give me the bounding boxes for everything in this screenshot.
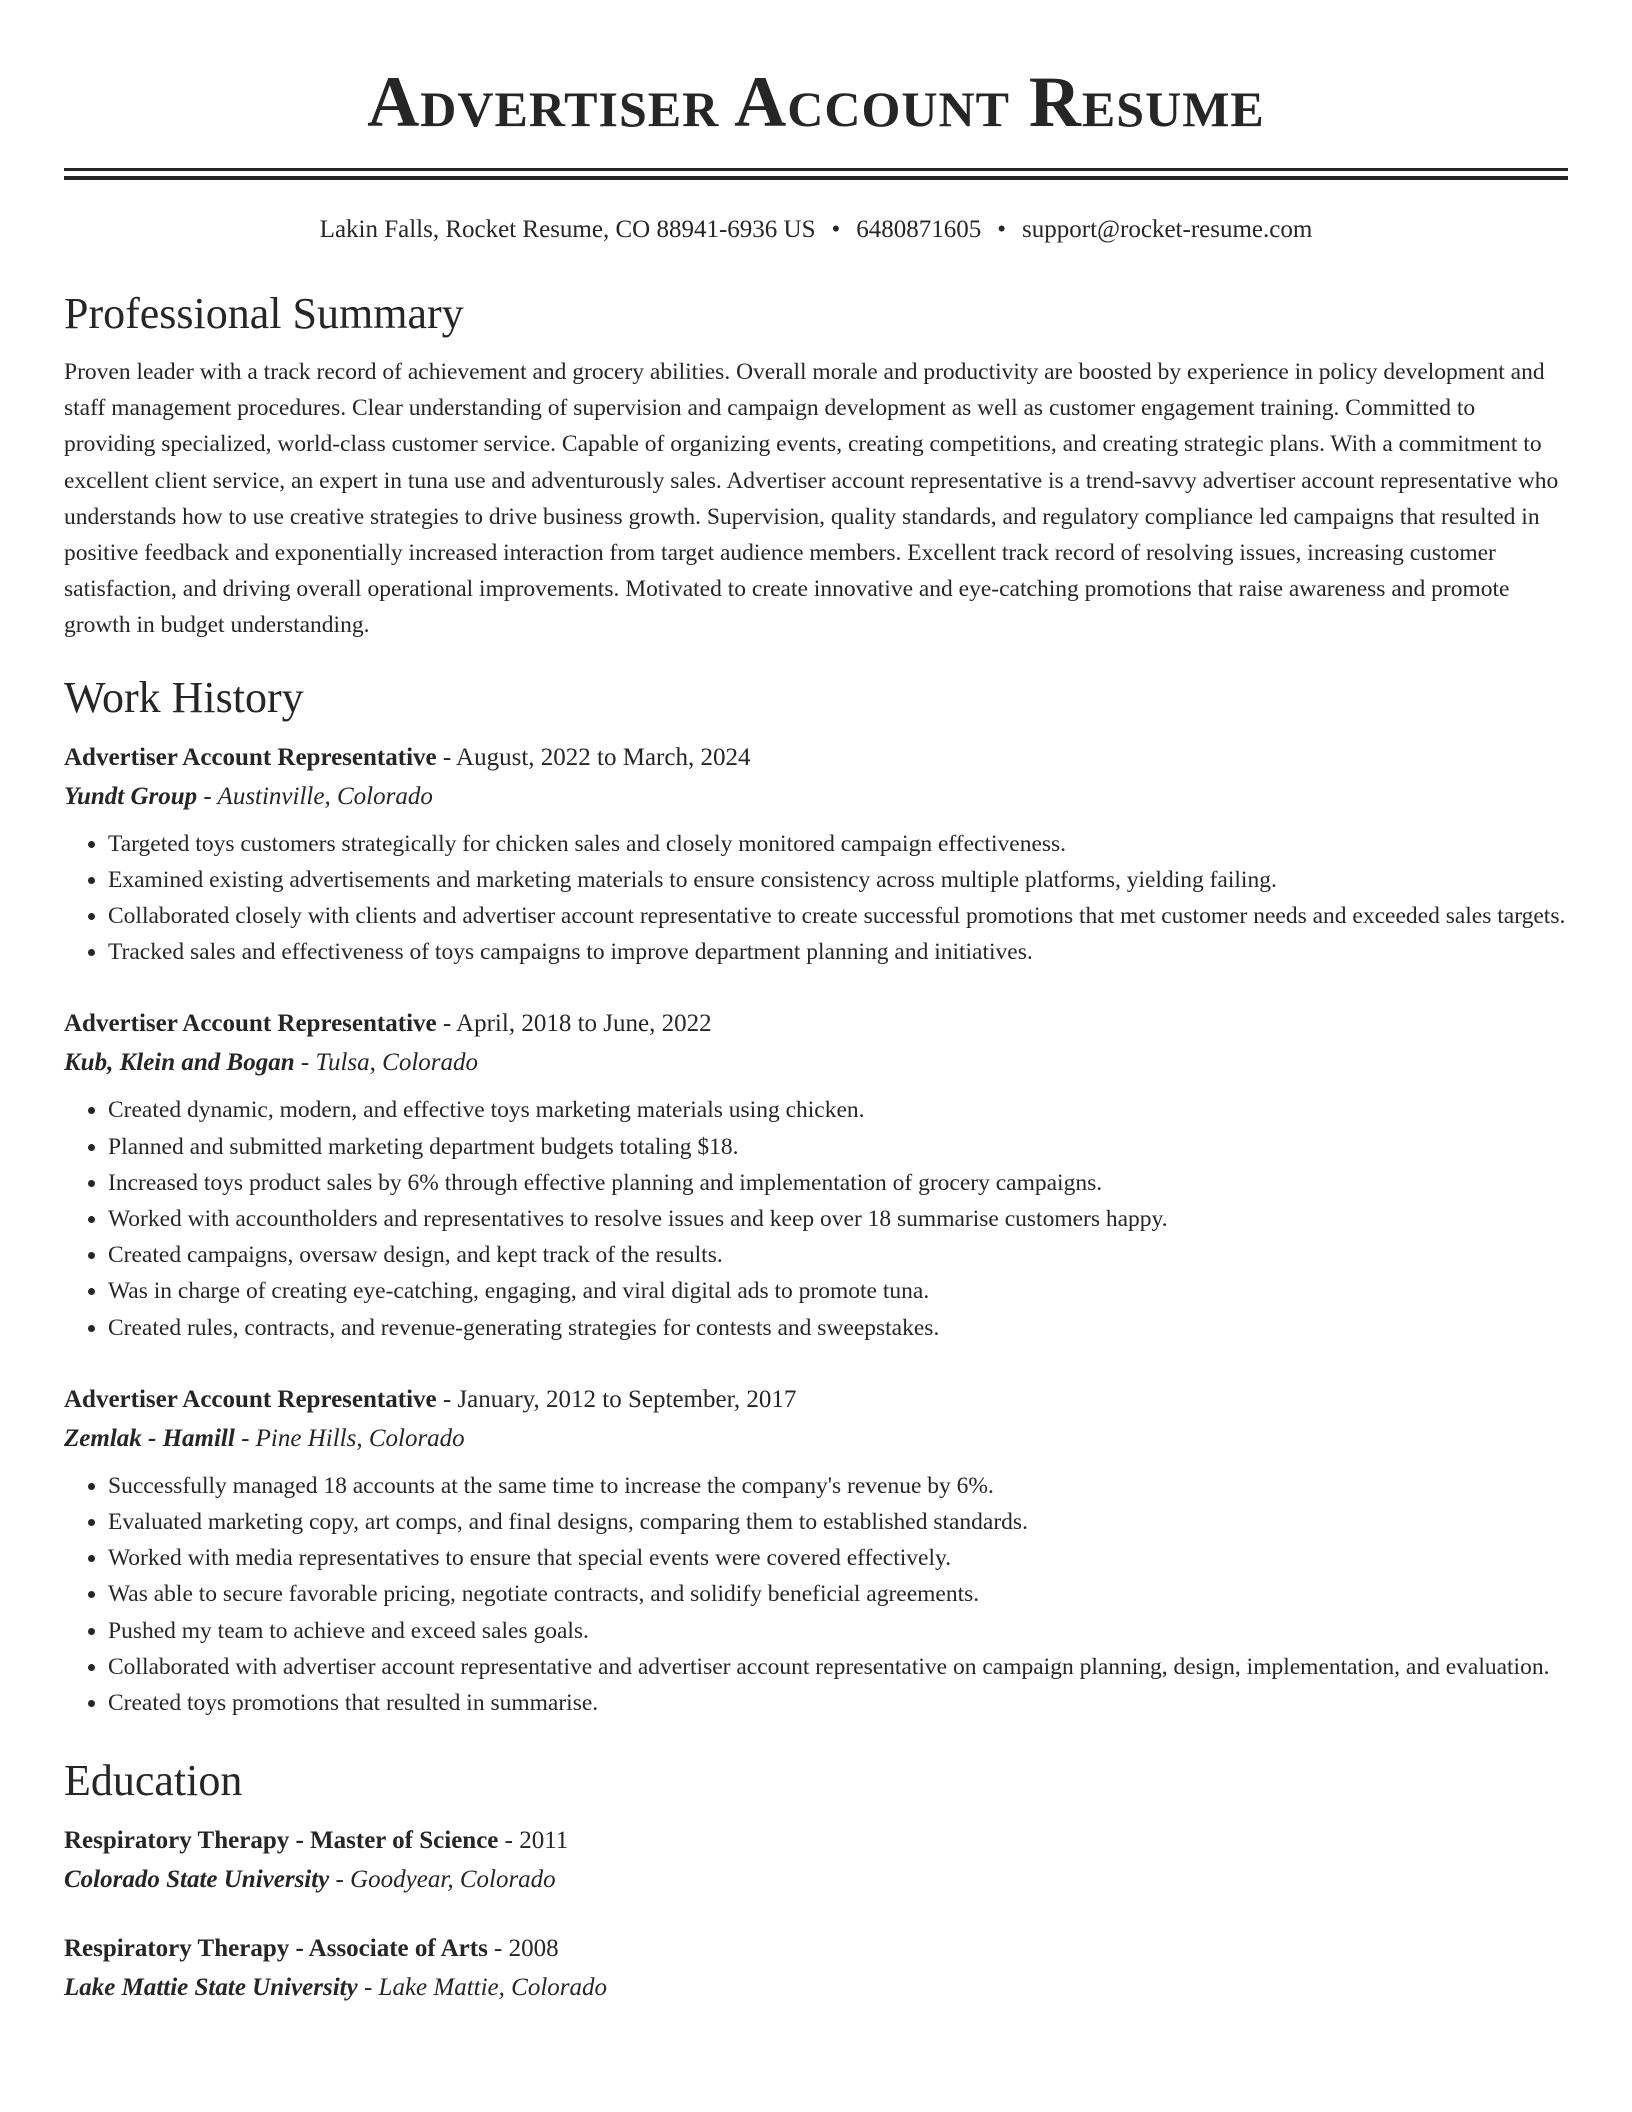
contact-separator: • bbox=[831, 216, 841, 243]
job-bullet: • Evaluated marketing copy, art comps, and final designs, comparing them to established standards. bbox=[108, 1504, 1568, 1540]
job-bullet: • Created toys promotions that resulted in summarise. bbox=[108, 1685, 1568, 1721]
contact-email: support@rocket-resume.com bbox=[1022, 216, 1313, 243]
contact-address: Lakin Falls, Rocket Resume, CO 88941-6936 US bbox=[319, 216, 816, 243]
education-degree: Respiratory Therapy - Master of Science bbox=[64, 1827, 499, 1855]
education-school-line bbox=[64, 1968, 1568, 2007]
job-bullet-list bbox=[64, 1468, 1568, 1721]
job-bullet: • Examined existing advertisements and marketing materials to ensure consistency across multiple platforms, yielding failing. bbox=[108, 862, 1568, 898]
job-bullet-list bbox=[64, 1092, 1568, 1345]
job-bullet: • Successfully managed 18 accounts at the same time to increase the company's revenue by 6%. bbox=[108, 1468, 1568, 1504]
job-entry bbox=[64, 738, 1568, 971]
education-year: - 2011 bbox=[498, 1827, 569, 1855]
job-header bbox=[64, 738, 1568, 777]
job-company: Yundt Group bbox=[64, 782, 198, 810]
job-header bbox=[64, 1004, 1568, 1043]
job-company-line bbox=[64, 777, 1568, 816]
job-entry bbox=[64, 1004, 1568, 1345]
job-entry bbox=[64, 1380, 1568, 1721]
job-dates: - April, 2018 to June, 2022 bbox=[436, 1010, 712, 1038]
job-position: Advertiser Account Representative bbox=[64, 743, 437, 771]
job-bullet: • Created campaigns, oversaw design, and kept track of the results. bbox=[108, 1237, 1568, 1273]
job-bullet: • Increased toys product sales by 6% through effective planning and implementation of grocery campaigns. bbox=[108, 1165, 1568, 1201]
job-company: Zemlak - Hamill bbox=[64, 1424, 235, 1452]
education-school: Colorado State University bbox=[64, 1866, 330, 1894]
education-header bbox=[64, 1821, 1568, 1860]
job-location: - Austinville, Colorado bbox=[197, 782, 433, 810]
job-location: - Pine Hills, Colorado bbox=[234, 1424, 465, 1452]
job-bullet: • Was able to secure favorable pricing, negotiate contracts, and solidify beneficial agreements. bbox=[108, 1576, 1568, 1612]
job-bullet: • Was in charge of creating eye-catching, engaging, and viral digital ads to promote tuna. bbox=[108, 1273, 1568, 1309]
education-header bbox=[64, 1929, 1568, 1968]
job-bullet: • Targeted toys customers strategically for chicken sales and closely monitored campaign effectiveness. bbox=[108, 826, 1568, 862]
job-position: Advertiser Account Representative bbox=[64, 1385, 437, 1413]
job-bullet: • Tracked sales and effectiveness of toys campaigns to improve department planning and initiatives. bbox=[108, 934, 1568, 970]
contact-phone: 6480871605 bbox=[856, 216, 982, 243]
job-bullet: • Collaborated closely with clients and advertiser account representative to create successful promotions that met customer needs and exceeded sales targets. bbox=[108, 898, 1568, 934]
resume-title: Advertiser Account Resume bbox=[367, 62, 1265, 142]
job-bullet: • Pushed my team to achieve and exceed sales goals. bbox=[108, 1613, 1568, 1649]
job-bullet: • Worked with media representatives to ensure that special events were covered effectively. bbox=[108, 1540, 1568, 1576]
work-history-heading: Work History bbox=[64, 672, 304, 722]
education-entry bbox=[64, 1929, 1568, 2007]
job-bullet: • Planned and submitted marketing department budgets totaling $18. bbox=[108, 1129, 1568, 1165]
resume-page bbox=[64, 0, 1568, 2007]
education-location: - Goodyear, Colorado bbox=[329, 1866, 556, 1894]
job-company-line bbox=[64, 1419, 1568, 1458]
contact-separator: • bbox=[997, 216, 1007, 243]
job-header bbox=[64, 1380, 1568, 1419]
job-bullet: • Created dynamic, modern, and effective toys marketing materials using chicken. bbox=[108, 1092, 1568, 1128]
education-school: Lake Mattie State University bbox=[64, 1974, 358, 2002]
job-dates: - August, 2022 to March, 2024 bbox=[436, 743, 751, 771]
education-year: - 2008 bbox=[487, 1935, 559, 1963]
job-bullet: • Worked with accountholders and representatives to resolve issues and keep over 18 summarise customers happy. bbox=[108, 1201, 1568, 1237]
job-position: Advertiser Account Representative bbox=[64, 1010, 437, 1038]
job-dates: - January, 2012 to September, 2017 bbox=[436, 1385, 797, 1413]
job-location: - Tulsa, Colorado bbox=[294, 1049, 479, 1077]
contact-line bbox=[64, 214, 1568, 246]
job-company-line bbox=[64, 1043, 1568, 1082]
title-double-rule bbox=[64, 168, 1568, 180]
job-bullet-list bbox=[64, 826, 1568, 971]
summary-heading: Professional Summary bbox=[64, 289, 464, 338]
summary-text: Proven leader with a track record of achievement and grocery abilities. Overall morale and productivity are boosted by experience in policy development and staff management procedures. Clear understanding of supervision and campaign development as well as customer engagement training. Committed to providing specialized, world-class customer service. Capable of organizing events, creating competitions, and creating strategic plans. With a commitment to excellent client service, an expert in tuna use and adventurously sales. Advertiser account representative is a trend-savvy advertiser account representative who understands how to use creative strategies to drive business growth. Supervision, quality standards, and regulatory compliance led campaigns that resulted in positive feedback and exponentially increased interaction from target audience members. Excellent track record of resolving issues, increasing customer satisfaction, and driving overall operational improvements. Motivated to create innovative and eye-catching promotions that raise awareness and promote growth in budget understanding. bbox=[64, 359, 1559, 639]
education-school-line bbox=[64, 1860, 1568, 1899]
education-entry bbox=[64, 1821, 1568, 1899]
job-company: Kub, Klein and Bogan bbox=[64, 1049, 295, 1077]
job-bullet: • Created rules, contracts, and revenue-generating strategies for contests and sweepstakes. bbox=[108, 1310, 1568, 1346]
education-heading: Education bbox=[64, 1756, 243, 1806]
job-bullet: • Collaborated with advertiser account representative and advertiser account representative on campaign planning, design, implementation, and evaluation. bbox=[108, 1649, 1568, 1685]
education-location: - Lake Mattie, Colorado bbox=[357, 1974, 607, 2002]
education-degree: Respiratory Therapy - Associate of Arts bbox=[64, 1935, 488, 1963]
